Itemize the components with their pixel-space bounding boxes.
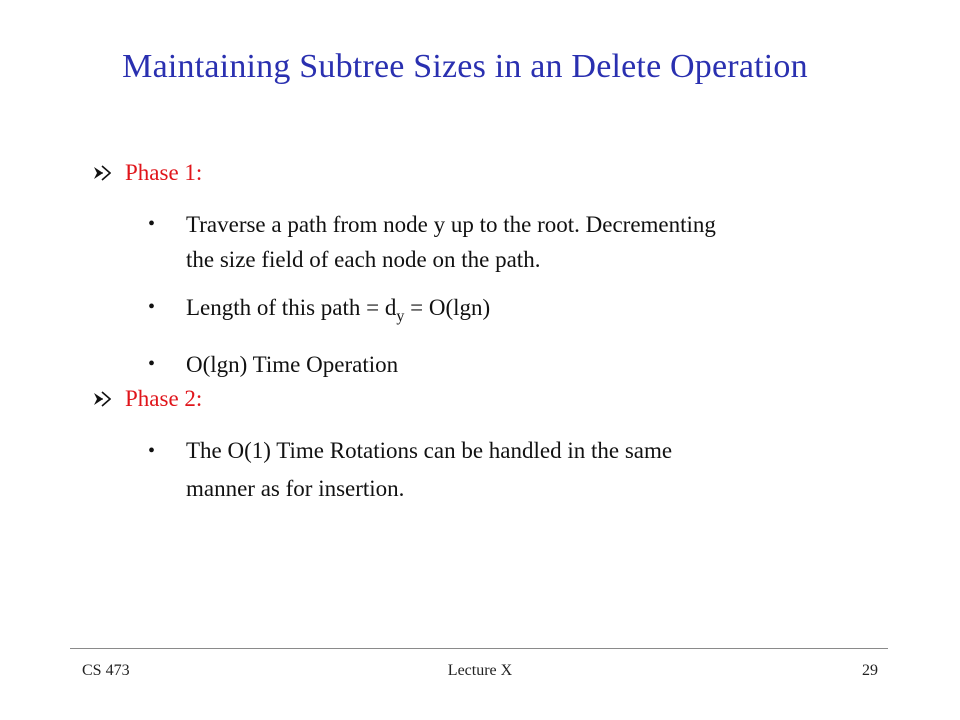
arrow-check-icon bbox=[93, 390, 111, 408]
list-item bbox=[148, 207, 716, 277]
list-item bbox=[148, 432, 672, 508]
list-item bbox=[148, 290, 716, 334]
bullet-line: manner as for insertion. bbox=[186, 476, 405, 501]
phase-2-section bbox=[93, 386, 202, 412]
list-item bbox=[148, 347, 716, 382]
phase-2-heading bbox=[93, 386, 202, 412]
bullet-dot-icon: • bbox=[148, 353, 156, 375]
bullet-dot-icon: • bbox=[148, 440, 156, 462]
bullet-dot-icon: • bbox=[148, 213, 156, 235]
bullet-line: Traverse a path from node y up to the root. Decrementing bbox=[186, 212, 716, 237]
phase-1-label: Phase 1: bbox=[125, 160, 203, 185]
subscript: y bbox=[396, 308, 405, 325]
footer-divider bbox=[70, 648, 888, 649]
phase-1-heading bbox=[93, 160, 202, 186]
phase-2-label: Phase 2: bbox=[125, 386, 203, 411]
phase-1-bullets bbox=[93, 207, 716, 382]
bullet-text: Length of this path = d bbox=[186, 295, 397, 320]
phase-2-bullets bbox=[93, 432, 672, 508]
bullet-line: The O(1) Time Rotations can be handled in the same bbox=[186, 438, 673, 463]
bullet-line: the size field of each node on the path. bbox=[186, 247, 541, 272]
slide-title: Maintaining Subtree Sizes in an Delete Operation bbox=[122, 48, 808, 85]
phase-1-section bbox=[93, 160, 202, 186]
bullet-text: O(lgn) Time Operation bbox=[186, 352, 399, 377]
bullet-dot-icon: • bbox=[148, 296, 156, 318]
course-label: CS 473 bbox=[82, 662, 130, 679]
arrow-check-icon bbox=[93, 164, 111, 182]
page-number: 29 bbox=[862, 662, 878, 679]
lecture-label: Lecture X bbox=[447, 662, 513, 679]
bullet-text: = O(lgn) bbox=[404, 295, 491, 320]
